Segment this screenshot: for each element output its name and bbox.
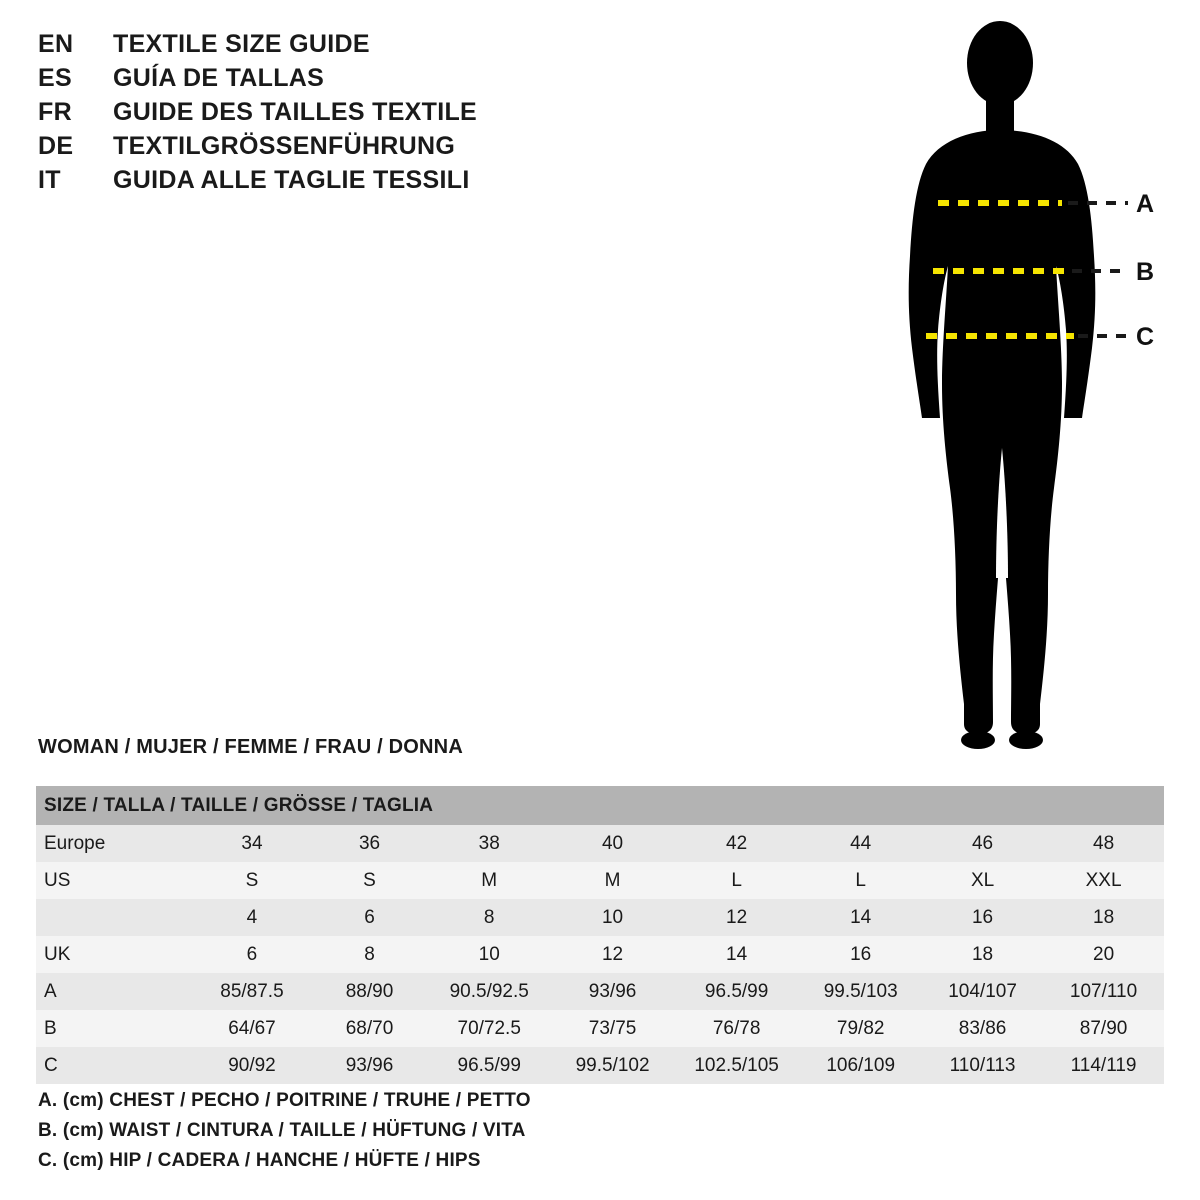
table-cell: 64/67 [192,1010,312,1047]
table-row [36,1010,1164,1047]
table-cell: 46 [922,825,1043,862]
table-cell: 88/90 [312,973,427,1010]
table-row [36,973,1164,1010]
table-row [36,862,1164,899]
table-header-row [36,786,1164,825]
table-cell: 14 [674,936,800,973]
table-header-label: SIZE / TALLA / TAILLE / GRÖSSE / TAGLIA [36,786,1164,825]
measure-label-a: A [1136,190,1155,218]
table-cell: 48 [1043,825,1164,862]
measure-label-b: B [1136,258,1155,286]
table-row-label: B [36,1010,192,1047]
footnote-2: C. (cm) HIP / CADERA / HANCHE / HÜFTE / HIPS [38,1150,481,1171]
footnote-1: B. (cm) WAIST / CINTURA / TAILLE / HÜFTUNG / VITA [38,1120,526,1141]
table-cell: 102.5/105 [674,1047,800,1084]
table-cell: 114/119 [1043,1047,1164,1084]
table-row-label: US [36,862,192,899]
title-row-en [38,30,778,64]
measure-label-c: C [1136,323,1155,351]
table-cell: 104/107 [922,973,1043,1010]
language-title: GUIDE DES TAILLES TEXTILE [113,98,478,126]
table-cell: L [799,862,922,899]
table-row [36,825,1164,862]
table-row [36,936,1164,973]
footnotes-block [38,1090,838,1180]
table-row-label: C [36,1047,192,1084]
table-cell: 110/113 [922,1047,1043,1084]
size-table [36,786,1164,1084]
table-cell: 34 [192,825,312,862]
table-cell: 70/72.5 [427,1010,551,1047]
table-cell: M [427,862,551,899]
table-cell: 8 [312,936,427,973]
table-row [36,899,1164,936]
language-code: DE [38,132,74,160]
table-cell: XXL [1043,862,1164,899]
table-cell: 87/90 [1043,1010,1164,1047]
section-header-woman: WOMAN / MUJER / FEMME / FRAU / DONNA [38,736,463,758]
language-title: GUÍA DE TALLAS [113,64,325,92]
table-cell: 68/70 [312,1010,427,1047]
table-cell: M [551,862,674,899]
table-cell: 90.5/92.5 [427,973,551,1010]
table-cell: 73/75 [551,1010,674,1047]
title-row-es [38,64,778,98]
language-title: TEXTILE SIZE GUIDE [113,30,370,58]
table-cell: 76/78 [674,1010,800,1047]
table-cell: L [674,862,800,899]
language-code: EN [38,30,74,58]
language-title: GUIDA ALLE TAGLIE TESSILI [113,166,470,194]
table-cell: XL [922,862,1043,899]
language-code: FR [38,98,72,126]
table-row-label [36,899,192,936]
table-cell: 16 [922,899,1043,936]
title-row-de [38,132,778,166]
table-cell: 8 [427,899,551,936]
table-cell: 99.5/102 [551,1047,674,1084]
table-row-label: A [36,973,192,1010]
table-cell: S [192,862,312,899]
body-figure [860,18,1190,758]
table-cell: 44 [799,825,922,862]
table-cell: 4 [192,899,312,936]
table-cell: 36 [312,825,427,862]
table-cell: 40 [551,825,674,862]
language-code: IT [38,166,61,194]
table-cell: 16 [799,936,922,973]
table-cell: 106/109 [799,1047,922,1084]
table-cell: 10 [551,899,674,936]
table-cell: 90/92 [192,1047,312,1084]
language-title-block [38,30,778,200]
table-cell: 18 [1043,899,1164,936]
title-row-it [38,166,778,200]
table-cell: S [312,862,427,899]
table-row [36,1047,1164,1084]
table-cell: 42 [674,825,800,862]
table-cell: 99.5/103 [799,973,922,1010]
table-cell: 79/82 [799,1010,922,1047]
table-cell: 14 [799,899,922,936]
table-row-label: Europe [36,825,192,862]
table-cell: 12 [674,899,800,936]
table-cell: 93/96 [312,1047,427,1084]
table-cell: 85/87.5 [192,973,312,1010]
table-cell: 20 [1043,936,1164,973]
table-cell: 6 [192,936,312,973]
title-row-fr [38,98,778,132]
table-cell: 96.5/99 [674,973,800,1010]
table-cell: 83/86 [922,1010,1043,1047]
female-silhouette-icon [860,18,1190,758]
footnote-0: A. (cm) CHEST / PECHO / POITRINE / TRUHE / PETTO [38,1090,531,1111]
table-row-label: UK [36,936,192,973]
table-cell: 12 [551,936,674,973]
table-cell: 93/96 [551,973,674,1010]
table-cell: 96.5/99 [427,1047,551,1084]
table-cell: 18 [922,936,1043,973]
table-cell: 10 [427,936,551,973]
table-cell: 38 [427,825,551,862]
language-code: ES [38,64,72,92]
table-cell: 107/110 [1043,973,1164,1010]
table-cell: 6 [312,899,427,936]
language-title: TEXTILGRÖSSENFÜHRUNG [113,132,456,160]
